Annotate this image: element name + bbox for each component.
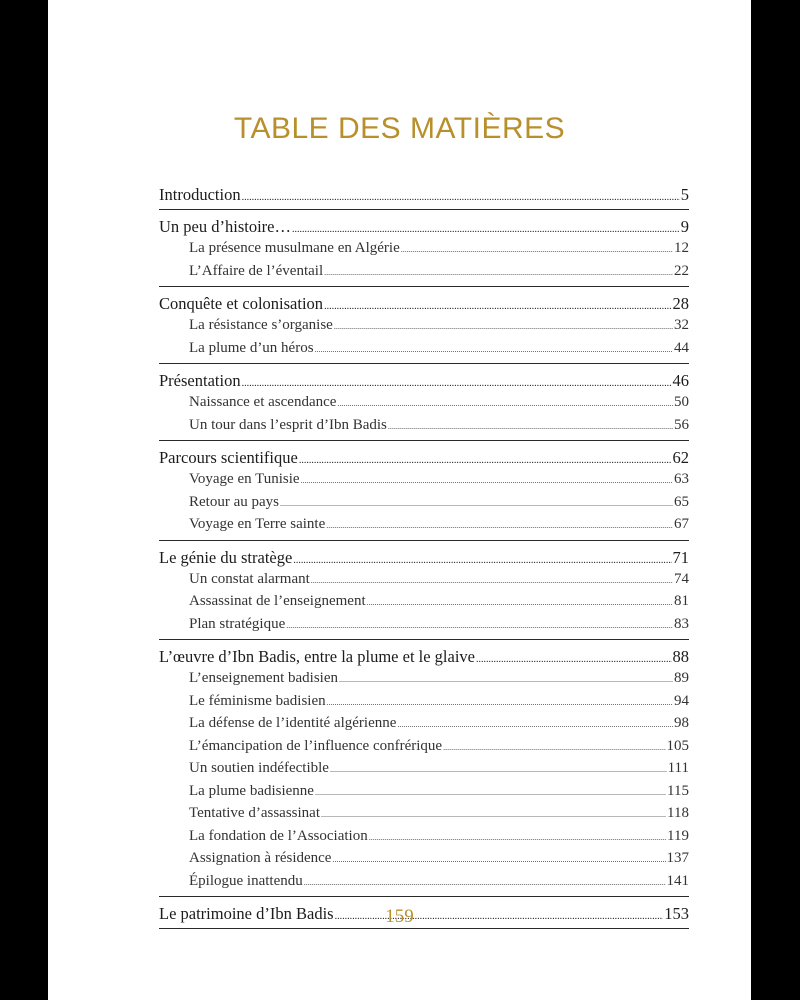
dot-leader bbox=[401, 239, 673, 260]
toc-entry-page: 74 bbox=[674, 570, 689, 587]
toc-entry[interactable] bbox=[159, 667, 689, 690]
toc-entry-page: 111 bbox=[667, 760, 689, 776]
toc-entry[interactable] bbox=[159, 870, 689, 893]
toc-entry-label: L’émancipation de l’influence confrérique bbox=[189, 737, 443, 754]
dot-leader bbox=[242, 187, 680, 205]
toc-entry-label: Assignation à résidence bbox=[189, 850, 332, 866]
toc-section bbox=[159, 370, 689, 441]
toc-entry[interactable] bbox=[159, 735, 689, 758]
dot-leader bbox=[324, 296, 671, 314]
toc-entry-page: 12 bbox=[674, 240, 689, 256]
toc-chapter-label: Introduction bbox=[159, 185, 241, 204]
toc-entry-label: La fondation de l’Association bbox=[189, 827, 368, 844]
toc-chapter[interactable] bbox=[159, 216, 689, 237]
toc-entry-page: 56 bbox=[674, 416, 689, 433]
toc-entry-label: L’enseignement badisien bbox=[189, 670, 338, 686]
toc-entry-page: 94 bbox=[674, 692, 689, 709]
dot-leader bbox=[334, 316, 673, 337]
dot-leader bbox=[315, 339, 673, 360]
toc-chapter-page: 62 bbox=[672, 448, 689, 467]
toc-entry-label: Plan stratégique bbox=[189, 615, 286, 632]
dot-leader bbox=[339, 669, 673, 690]
toc-entry-label: Naissance et ascendance bbox=[189, 394, 337, 410]
toc-chapter[interactable] bbox=[159, 547, 689, 568]
toc-chapter[interactable] bbox=[159, 447, 689, 468]
page-number: 159 bbox=[385, 906, 414, 927]
toc-entry-page: 141 bbox=[666, 872, 689, 889]
toc-entry-label: Le féminisme badisien bbox=[189, 692, 326, 709]
toc-entry-page: 118 bbox=[667, 805, 689, 821]
toc-section bbox=[159, 547, 689, 641]
toc-entry[interactable] bbox=[159, 825, 689, 848]
toc-chapter-page: 5 bbox=[680, 185, 689, 204]
toc-entry-page: 115 bbox=[667, 782, 689, 799]
dot-leader bbox=[315, 782, 666, 803]
toc-entry-label: Un tour dans l’esprit d’Ibn Badis bbox=[189, 416, 387, 433]
toc-entry-page: 83 bbox=[674, 615, 689, 632]
dot-leader bbox=[292, 219, 680, 237]
toc-section bbox=[159, 646, 689, 897]
dot-leader bbox=[286, 615, 673, 636]
toc-chapter-label: Un peu d’histoire… bbox=[159, 217, 291, 236]
dot-leader bbox=[397, 714, 673, 735]
toc-entry-page: 119 bbox=[667, 827, 689, 844]
dot-leader bbox=[293, 550, 671, 568]
toc-entry[interactable] bbox=[159, 513, 689, 536]
toc-entry[interactable] bbox=[159, 337, 689, 360]
toc-entry[interactable] bbox=[159, 802, 689, 825]
toc-entry-page: 98 bbox=[674, 715, 689, 731]
dot-leader bbox=[332, 849, 665, 870]
toc-section bbox=[159, 184, 689, 210]
dot-leader bbox=[280, 493, 673, 514]
toc-chapter-page: 46 bbox=[672, 371, 689, 390]
toc-entry-label: La plume d’un héros bbox=[189, 339, 314, 356]
dot-leader bbox=[330, 759, 667, 780]
dot-leader bbox=[337, 393, 673, 414]
toc-entry-label: Un soutien indéfectible bbox=[189, 760, 329, 776]
toc-entry-page: 67 bbox=[674, 516, 689, 532]
toc-entry-label: Assassinat de l’enseignement bbox=[189, 593, 366, 609]
toc-entry-label: L’Affaire de l’éventail bbox=[189, 262, 324, 279]
toc-entry[interactable] bbox=[159, 690, 689, 713]
toc-entry[interactable] bbox=[159, 613, 689, 636]
toc-entry-page: 32 bbox=[674, 317, 689, 333]
toc-entry-page: 81 bbox=[674, 593, 689, 609]
toc-chapter[interactable] bbox=[159, 646, 689, 667]
dot-leader bbox=[367, 592, 673, 613]
toc-entry-page: 105 bbox=[666, 737, 689, 754]
toc-entry-label: La présence musulmane en Algérie bbox=[189, 240, 400, 256]
toc-entry-label: Tentative d’assassinat bbox=[189, 805, 320, 821]
toc-entry-page: 89 bbox=[674, 670, 689, 686]
toc-chapter-page: 9 bbox=[680, 217, 689, 236]
toc-entry[interactable] bbox=[159, 468, 689, 491]
page-title: TABLE DES MATIÈRES bbox=[233, 112, 566, 145]
dot-leader bbox=[388, 416, 673, 437]
toc-entry[interactable] bbox=[159, 314, 689, 337]
toc-entry[interactable] bbox=[159, 847, 689, 870]
toc-chapter-label: Le génie du stratège bbox=[159, 547, 293, 567]
toc-chapter-label: Parcours scientifique bbox=[159, 448, 298, 467]
table-of-contents bbox=[159, 184, 689, 929]
toc-entry[interactable] bbox=[159, 757, 689, 780]
book-page bbox=[48, 0, 751, 1000]
toc-entry[interactable] bbox=[159, 780, 689, 803]
dot-leader bbox=[321, 804, 666, 825]
toc-section bbox=[159, 293, 689, 364]
toc-chapter-label: L’œuvre d’Ibn Badis, entre la plume et le glaive bbox=[159, 647, 475, 666]
toc-chapter-label: Le patrimoine d’Ibn Badis bbox=[159, 904, 334, 923]
dot-leader bbox=[476, 649, 672, 667]
dot-leader bbox=[311, 570, 673, 591]
toc-entry[interactable] bbox=[159, 414, 689, 437]
toc-chapter-page: 153 bbox=[664, 904, 689, 923]
toc-chapter-label: Présentation bbox=[159, 371, 241, 390]
toc-entry-page: 50 bbox=[674, 394, 689, 410]
toc-entry[interactable] bbox=[159, 568, 689, 591]
toc-chapter[interactable] bbox=[159, 293, 689, 314]
toc-entry-label: Voyage en Terre sainte bbox=[189, 516, 326, 532]
toc-entry[interactable] bbox=[159, 590, 689, 613]
toc-entry-label: Voyage en Tunisie bbox=[189, 471, 300, 487]
toc-entry-label: La plume badisienne bbox=[189, 782, 314, 799]
toc-entry-label: Épilogue inattendu bbox=[189, 872, 303, 889]
toc-entry-label: Retour au pays bbox=[189, 493, 279, 510]
toc-entry-page: 44 bbox=[674, 339, 689, 356]
toc-entry[interactable] bbox=[159, 712, 689, 735]
dot-leader bbox=[369, 827, 666, 848]
dot-leader bbox=[327, 692, 673, 713]
toc-entry-label: La défense de l’identité algérienne bbox=[189, 715, 397, 731]
dot-leader bbox=[304, 872, 666, 893]
toc-entry-label: Un constat alarmant bbox=[189, 570, 310, 587]
dot-leader bbox=[301, 470, 673, 491]
toc-entry[interactable] bbox=[159, 491, 689, 514]
toc-section bbox=[159, 216, 689, 287]
toc-entry-label: La résistance s’organise bbox=[189, 317, 333, 333]
toc-section bbox=[159, 447, 689, 541]
toc-entry-page: 22 bbox=[674, 262, 689, 279]
toc-chapter[interactable] bbox=[159, 370, 689, 391]
toc-entry[interactable] bbox=[159, 391, 689, 414]
toc-chapter-page: 71 bbox=[672, 547, 689, 567]
toc-chapter-page: 88 bbox=[672, 647, 689, 666]
dot-leader bbox=[326, 515, 673, 536]
toc-entry[interactable] bbox=[159, 237, 689, 260]
toc-entry-page: 65 bbox=[674, 493, 689, 510]
toc-entry-page: 137 bbox=[666, 850, 689, 866]
dot-leader bbox=[324, 262, 673, 283]
toc-chapter-label: Conquête et colonisation bbox=[159, 294, 324, 313]
toc-entry[interactable] bbox=[159, 260, 689, 283]
dot-leader bbox=[443, 737, 665, 758]
toc-chapter[interactable] bbox=[159, 184, 689, 205]
toc-chapter-page: 28 bbox=[672, 294, 689, 313]
dot-leader bbox=[299, 450, 672, 468]
dot-leader bbox=[242, 373, 672, 391]
toc-entry-page: 63 bbox=[674, 471, 689, 487]
